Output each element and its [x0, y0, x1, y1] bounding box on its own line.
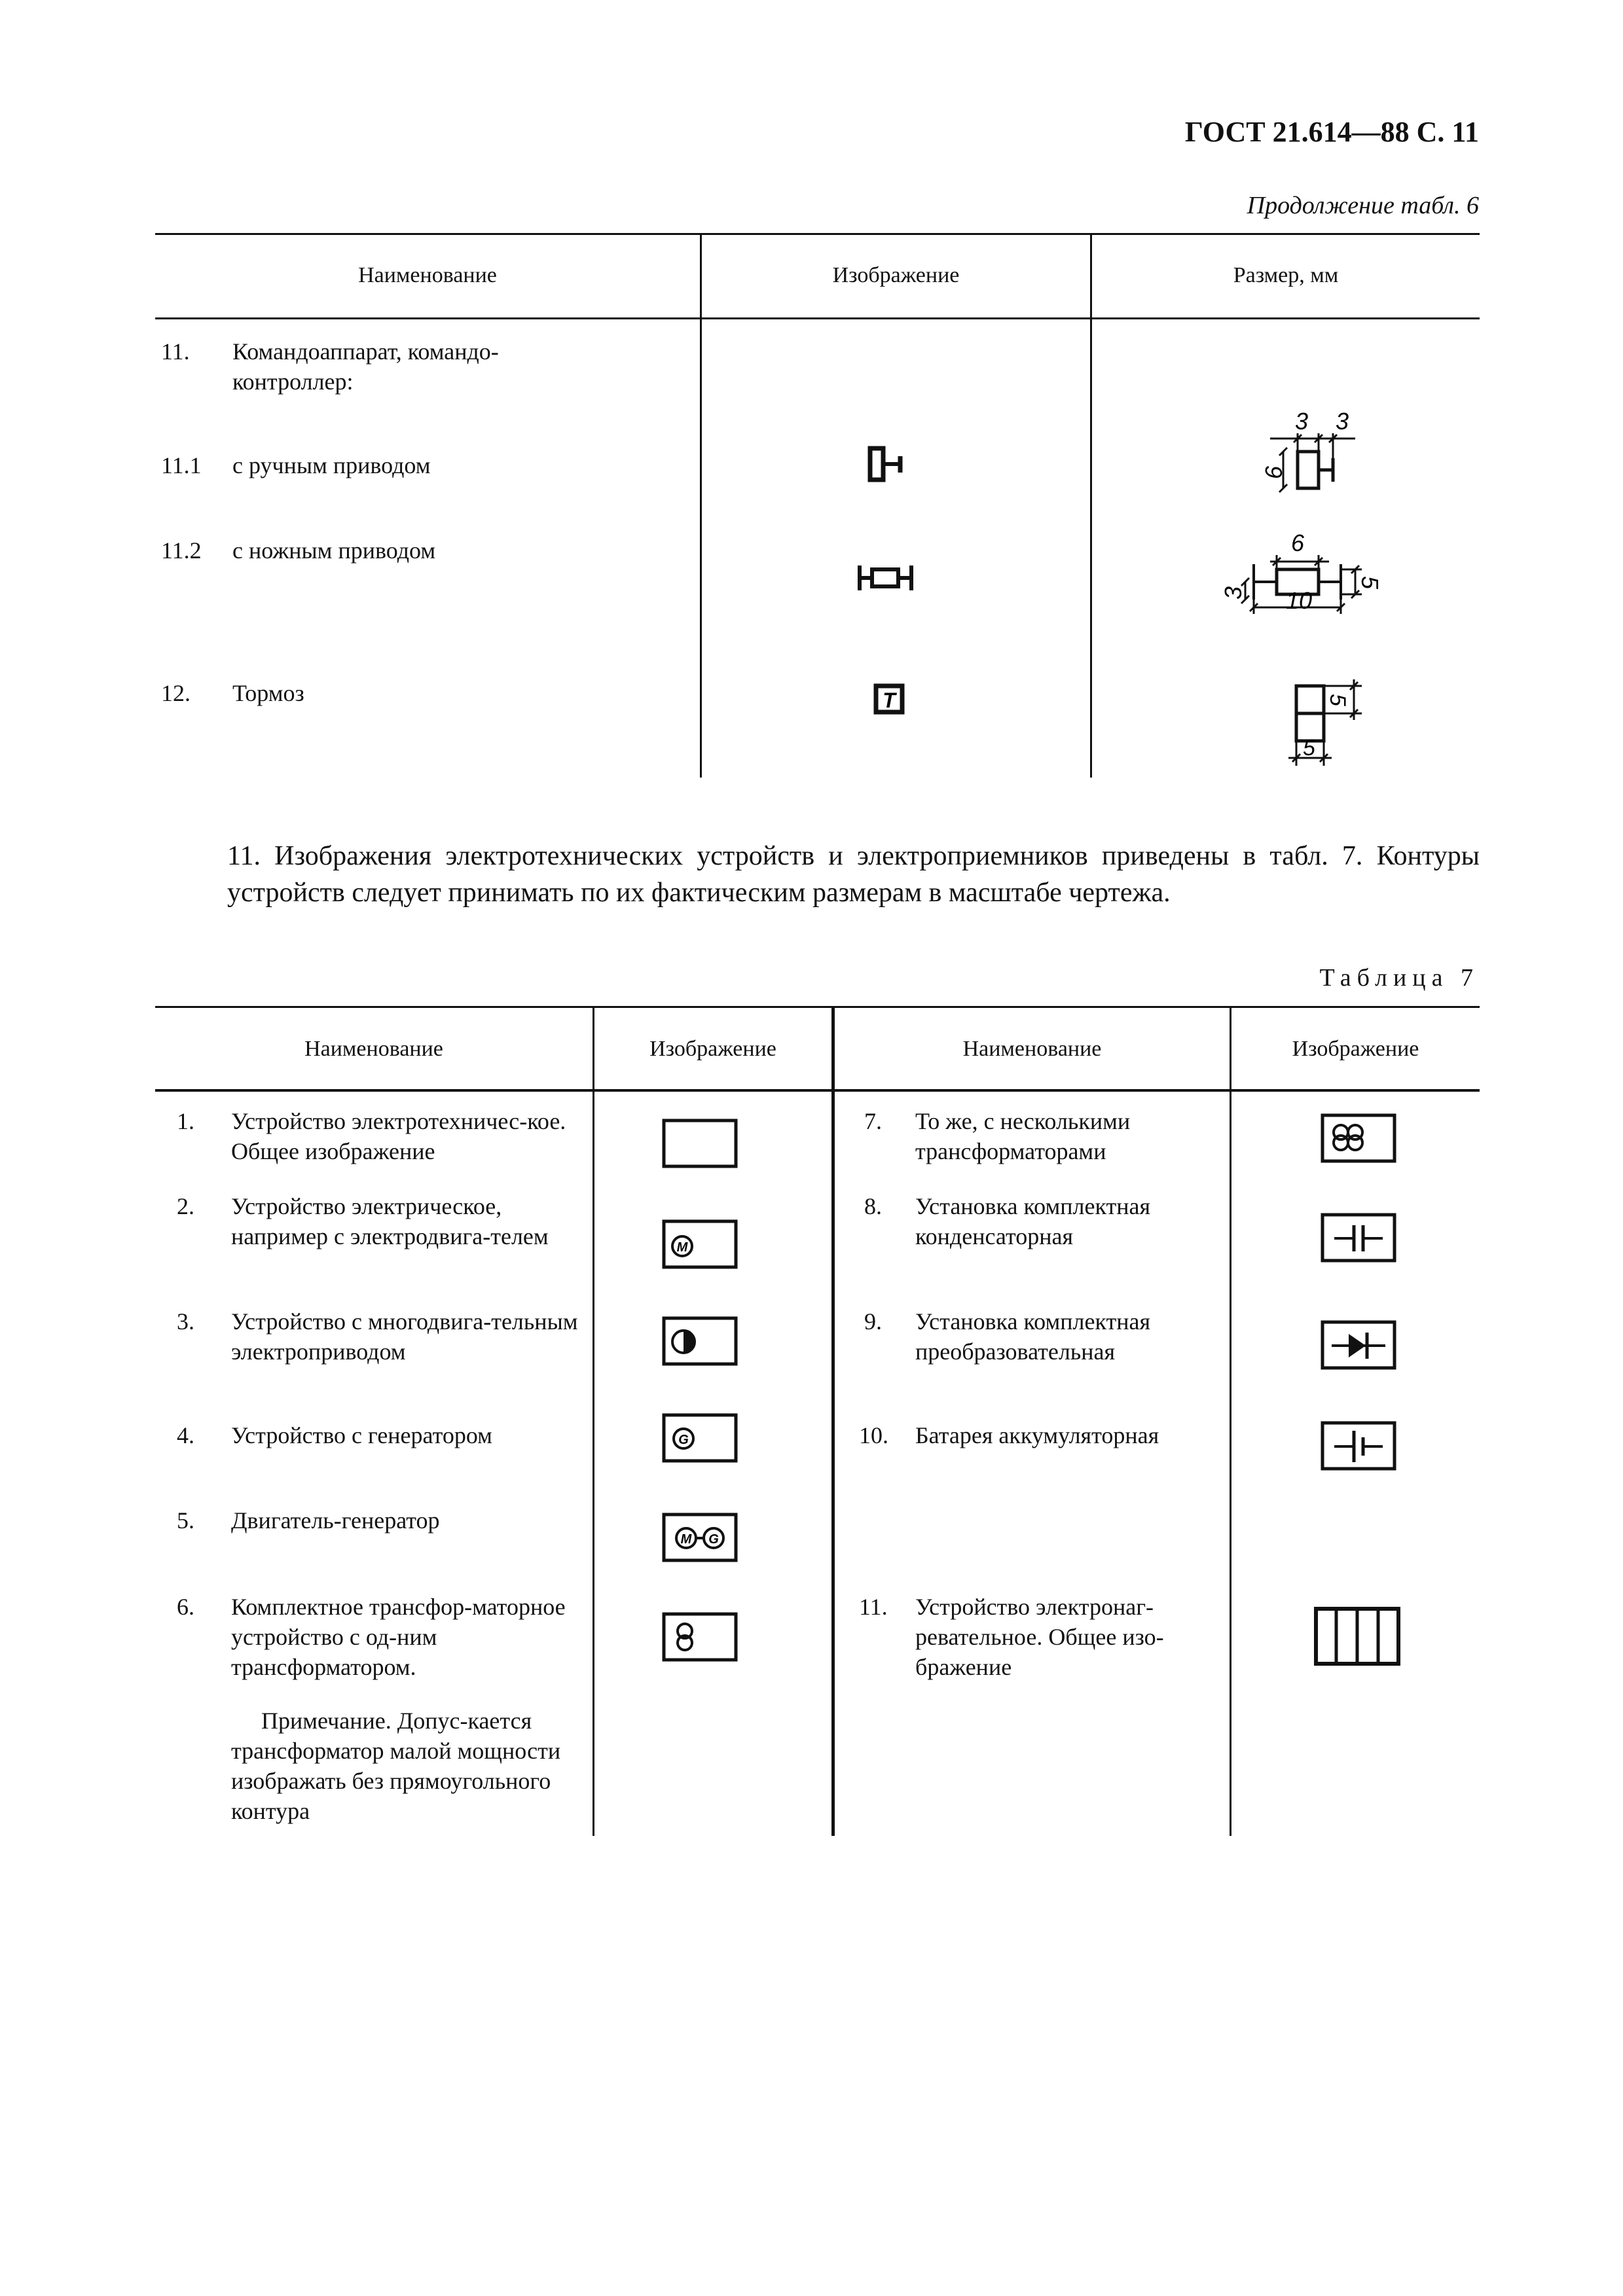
table6-col-size: Размер, мм — [1233, 263, 1339, 287]
manual-drive-symbol — [867, 445, 907, 484]
dim-label: 6 — [1291, 529, 1305, 556]
brake-dimension-drawing — [1270, 674, 1401, 772]
table6-row-name: Командоаппарат, командо-контроллер: — [232, 338, 499, 395]
table7-row-num: 8. — [864, 1193, 882, 1219]
table7-row-name: Установка комплектная преобразовательная — [915, 1308, 1150, 1365]
brake-symbol — [873, 683, 906, 716]
table7-row-num: 7. — [864, 1108, 882, 1134]
table6-row-name: с ручным приводом — [232, 452, 431, 478]
table7-note: Примечание. Допус-кается трансформатор малой мощности изображать без прямоугольного контура — [231, 1708, 561, 1824]
generator-letter: G — [678, 1433, 689, 1447]
generator-symbol — [661, 1412, 739, 1465]
table7-row-name: Батарея аккумуляторная — [915, 1422, 1159, 1448]
heater-symbol — [1313, 1605, 1404, 1670]
table7-row-name: Устройство электротехничес-кое. Общее изображение — [231, 1108, 566, 1164]
converter-unit-symbol — [1320, 1319, 1397, 1372]
table6-row-num: 11. — [161, 338, 190, 365]
dim-label: 5 — [1325, 694, 1350, 706]
table7-row-name: Устройство с многодвига-тельным электроприводом — [231, 1308, 578, 1365]
table7-row-name: То же, с несколькими трансформаторами — [915, 1108, 1131, 1164]
table7-col-image-left: Изображение — [649, 1037, 776, 1061]
single-transformer-symbol — [661, 1611, 739, 1664]
mg-letter-m: M — [680, 1532, 692, 1547]
dim-label: 6 — [1260, 465, 1287, 479]
body-paragraph: 11. Изображения электротехнических устройств и электроприемников приведены в табл. 7. Контуры устройств следует принимать по их фактическим размерам в масштабе чертежа. — [227, 841, 1480, 908]
multi-transformer-symbol — [1320, 1113, 1397, 1165]
motor-generator-symbol — [661, 1512, 739, 1564]
table7-row-name: Устройство с генератором — [231, 1422, 492, 1448]
table6-row-name: с ножным приводом — [232, 537, 436, 564]
table6-row-name: Тормоз — [232, 680, 304, 706]
mg-letter-g: G — [708, 1532, 719, 1547]
foot-drive-dimension-drawing — [1220, 524, 1401, 628]
manual-drive-dimension-drawing — [1231, 406, 1388, 497]
device-motor-symbol — [661, 1219, 739, 1271]
multi-motor-symbol — [661, 1316, 739, 1368]
table7-col-name-left: Наименование — [304, 1037, 443, 1061]
table7-row-num: 2. — [177, 1193, 194, 1219]
dim-label: 5 — [1357, 576, 1383, 590]
table7-label: Таблица 7 — [1319, 964, 1479, 992]
foot-drive-symbol — [856, 560, 917, 597]
table7-row-name: Комплектное трансфор-маторное устройство с од-ним трансформатором. — [231, 1594, 566, 1680]
table7-row-num: 4. — [177, 1422, 194, 1448]
table7-row-name: Установка комплектная конденсаторная — [915, 1193, 1150, 1249]
dim-label: 3 — [1295, 408, 1309, 435]
table7-row-num: 3. — [177, 1308, 194, 1335]
table6-col-name: Наименование — [358, 263, 497, 287]
table7-row-num: 6. — [177, 1594, 194, 1620]
table7-row-num: 5. — [177, 1507, 194, 1534]
table6-col-image: Изображение — [832, 263, 960, 287]
table7-row-name: Двигатель-генератор — [231, 1507, 440, 1534]
brake-symbol-letter: Т — [883, 689, 896, 712]
table7-row-num: 9. — [864, 1308, 882, 1335]
dim-label: 3 — [1220, 586, 1247, 600]
table6-row-num: 12. — [161, 680, 191, 706]
table7-col-name-right: Наименование — [962, 1037, 1102, 1061]
table7-row-num: 1. — [177, 1108, 194, 1134]
motor-letter: M — [676, 1240, 688, 1255]
table6-row-num: 11.1 — [161, 452, 202, 478]
table7-row-num: 11. — [859, 1594, 888, 1620]
dim-label: 10 — [1286, 587, 1313, 614]
dim-label: 3 — [1336, 408, 1349, 435]
table7-col-image-right: Изображение — [1292, 1037, 1419, 1061]
table7-row-num: 10. — [859, 1422, 888, 1448]
table7-row-name: Устройство электронаг-ревательное. Общее изо-бражение — [915, 1594, 1164, 1680]
table7-row-name: Устройство электрическое, например с электродвига-телем — [231, 1193, 549, 1249]
battery-symbol — [1320, 1420, 1397, 1473]
table6-row-num: 11.2 — [161, 537, 202, 564]
capacitor-unit-symbol — [1320, 1212, 1397, 1265]
page-header-code: ГОСТ 21.614—88 С. 11 — [1184, 116, 1479, 148]
dim-label: 5 — [1303, 736, 1315, 761]
table6-continuation-label: Продолжение табл. 6 — [1247, 192, 1479, 219]
device-general-symbol — [661, 1118, 739, 1170]
